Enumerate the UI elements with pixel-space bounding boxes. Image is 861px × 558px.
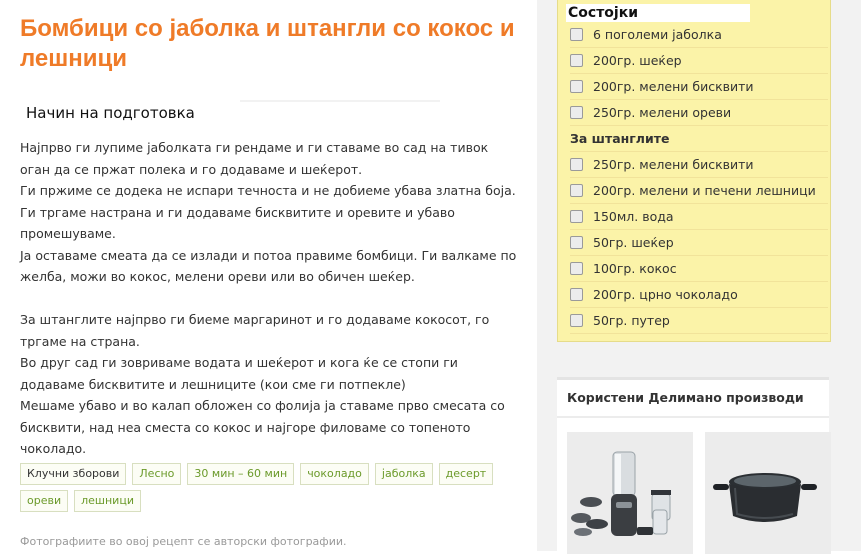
photo-credit-note: Фотографиите во овој рецепт се авторски фотографии. (20, 535, 347, 548)
ingredients-box (557, 0, 831, 342)
ingredient-checkbox[interactable] (570, 54, 583, 67)
keyword-tags (20, 463, 520, 512)
tags-label: Клучни зборови (20, 463, 126, 485)
prep-paragraph: Ја оставаме смеата да се излади и потоа правиме бомбици. Ги валкаме по желба, можи во кокос, мелени ореви или во обичен шеќер. (20, 247, 517, 284)
ingredient-checkbox[interactable] (570, 314, 583, 327)
heading-divider (240, 100, 440, 102)
ingredient-label: 200гр. мелени и печени лешници (593, 183, 816, 198)
products-title: Користени Делимано производи (567, 390, 804, 405)
ingredient-item[interactable] (570, 152, 828, 178)
ingredient-item[interactable] (570, 48, 828, 74)
ingredient-checkbox[interactable] (570, 158, 583, 171)
ingredients-list (570, 22, 828, 334)
method-heading: Начин на подготовка (26, 104, 195, 122)
ingredient-checkbox[interactable] (570, 288, 583, 301)
prep-paragraph: Најпрво ги лупиме јаболката ги рендаме и ги ставаме во сад на тивок оган да се пржат полека и го додаваме и шеќерот. (20, 140, 489, 177)
ingredients-title: Состојки (566, 4, 750, 22)
ingredient-label: 50гр. путер (593, 313, 670, 328)
prep-paragraph: Ги тргаме настрана и ги додаваме бисквитите и оревите и убаво промешуваме. (20, 204, 455, 241)
ingredient-label: 50гр. шеќер (593, 235, 674, 250)
tag-easy[interactable]: Лесно (132, 463, 181, 485)
ingredient-item[interactable] (570, 282, 828, 308)
ingredient-item[interactable] (570, 230, 828, 256)
ingredient-item[interactable] (570, 204, 828, 230)
product-card-pot[interactable] (705, 432, 831, 554)
ingredient-label: 150мл. вода (593, 209, 674, 224)
prep-paragraph: За штанглите најпрво ги биеме маргаринот и го додаваме кокосот, го тргаме на страна. (20, 312, 490, 349)
ingredient-checkbox[interactable] (570, 210, 583, 223)
ingredient-item[interactable] (570, 74, 828, 100)
ingredient-checkbox[interactable] (570, 80, 583, 93)
ingredient-checkbox[interactable] (570, 236, 583, 249)
prep-paragraph: Ги пржиме се додека не испари течноста и не добиеме убава златна боја. (20, 183, 516, 198)
ingredient-label: 6 поголеми јаболка (593, 27, 722, 42)
tag-dessert[interactable]: десерт (439, 463, 494, 485)
ingredient-item[interactable] (570, 22, 828, 48)
ingredient-label: 100гр. кокос (593, 261, 677, 276)
tag-walnuts[interactable]: ореви (20, 490, 68, 512)
products-divider (557, 416, 829, 418)
prep-paragraph: Во друг сад ги зовриваме водата и шеќерот и кога ќе се стопи ги додаваме бисквитите и лешниците (кои сме ги потпекле) (20, 355, 458, 392)
tag-apples[interactable]: јаболка (375, 463, 433, 485)
ingredient-label: 250гр. мелени бисквити (593, 157, 754, 172)
ingredient-item[interactable] (570, 256, 828, 282)
ingredient-item[interactable] (570, 308, 828, 334)
products-box (557, 377, 829, 554)
ingredient-checkbox[interactable] (570, 28, 583, 41)
tag-hazelnuts[interactable]: лешници (74, 490, 141, 512)
ingredient-checkbox[interactable] (570, 262, 583, 275)
ingredient-subheading: За штанглите (570, 126, 828, 152)
tag-time[interactable]: 30 мин – 60 мин (187, 463, 294, 485)
ingredient-item[interactable] (570, 178, 828, 204)
pot-icon (705, 432, 831, 554)
ingredient-label: 200гр. црно чоколадо (593, 287, 738, 302)
prep-paragraph: Мешаме убаво и во калап обложен со фолија ја ставаме прво смесата со бисквити, над неа сместа со кокос и најгоре филоваме со топеното чоколадо. (20, 398, 505, 456)
ingredient-label: 200гр. шеќер (593, 53, 682, 68)
sidebar (537, 0, 861, 551)
ingredient-item[interactable] (570, 100, 828, 126)
prep-spacer (20, 288, 520, 310)
ingredient-label: 200гр. мелени бисквити (593, 79, 754, 94)
product-card-blender[interactable] (567, 432, 693, 554)
tag-chocolate[interactable]: чоколадо (300, 463, 369, 485)
preparation-text (20, 137, 520, 460)
ingredient-label: 250гр. мелени ореви (593, 105, 732, 120)
ingredient-checkbox[interactable] (570, 106, 583, 119)
ingredient-checkbox[interactable] (570, 184, 583, 197)
blender-icon (567, 432, 693, 554)
recipe-title: Бомбици со јаболка и штангли со кокос и лешници (20, 15, 515, 72)
